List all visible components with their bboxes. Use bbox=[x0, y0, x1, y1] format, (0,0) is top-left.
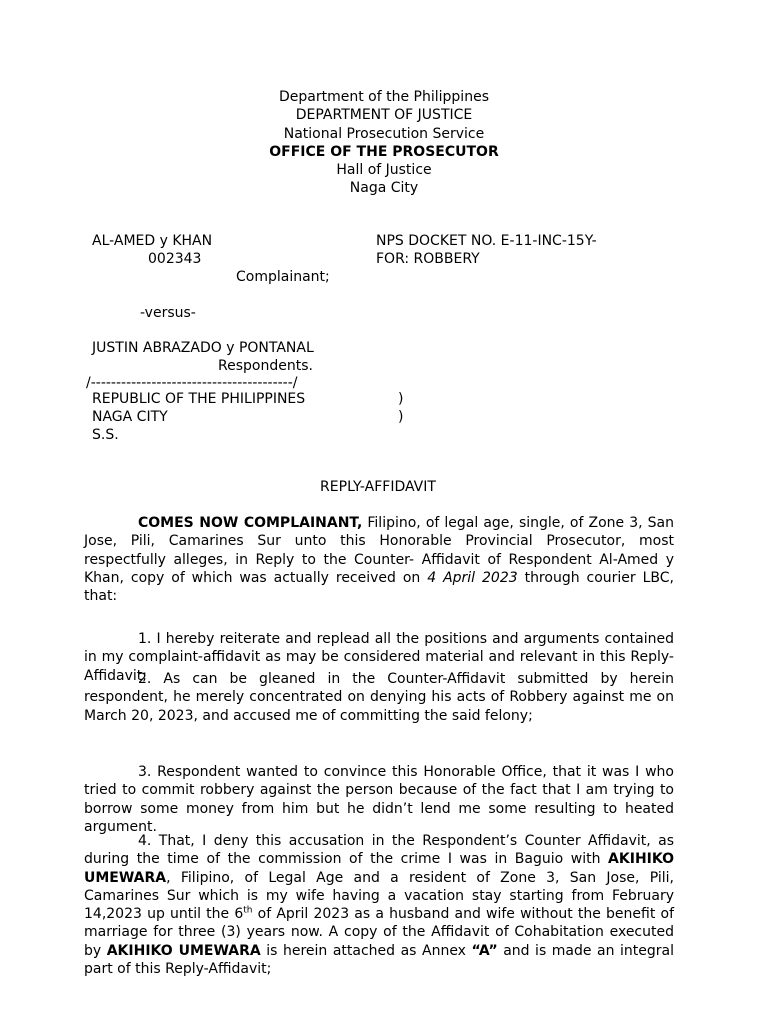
venue-republic: REPUBLIC OF THE PHILIPPINES bbox=[92, 391, 306, 407]
annex-label: “A” bbox=[471, 942, 498, 959]
venue-ss: S.S. bbox=[92, 427, 119, 443]
intro-lead: COMES NOW COMPLAINANT, bbox=[138, 515, 363, 531]
receipt-date: 4 April 2023 bbox=[427, 569, 518, 586]
complainant-label: Complainant; bbox=[236, 269, 330, 285]
header-doj: DEPARTMENT OF JUSTICE bbox=[295, 107, 473, 123]
intro-paragraph bbox=[84, 514, 674, 605]
intro-text: Filipino, of legal age, single, of Zone 3, San Jose, Pili, Camarines Sur unto this Honorable Provincial Prosecutor, most respectfully alleges, in Reply to the Counter- Affidavit of Respondent Al-Amed y Khan, copy of which was actually received on bbox=[84, 515, 674, 586]
paragraph-2-text: 2. As can be gleaned in the Counter-Affidavit submitted by herein respondent, he merely concentrated on denying his acts of Robbery against me on March 20, 2023, and accused me of committing the said felony; bbox=[84, 671, 674, 724]
paragraph-3 bbox=[84, 763, 674, 836]
complainant-number: 002343 bbox=[148, 251, 202, 267]
paragraph-4 bbox=[84, 832, 674, 978]
witness-name: AKIHIKO UMEWARA bbox=[84, 851, 674, 886]
paragraph-1-text: 1. I hereby reiterate and replead all the positions and arguments contained in my complaint-affidavit as may be considered material and relevant in this Reply-Affidavit; bbox=[84, 631, 674, 684]
charge: FOR: ROBBERY bbox=[376, 251, 480, 267]
para4-text: of April 2023 as a husband and wife without the benefit of marriage for three (3) years now. A copy of the Affidavit of Cohabitation executed by bbox=[84, 906, 675, 959]
para4-text: 4. That, I deny this accusation in the Respondent’s Counter Affidavit, as during the time of the commission of the crime I was in Baguio with bbox=[84, 833, 674, 868]
header-department: Department of the Philippines bbox=[279, 89, 489, 105]
respondent-label: Respondents. bbox=[218, 358, 313, 374]
para4-text: and is made an integral part of this Reply-Affidavit; bbox=[84, 942, 674, 978]
ordinal-suffix: th bbox=[243, 905, 253, 916]
versus-label: -versus- bbox=[140, 305, 196, 321]
para4-text: is herein attached as Annex bbox=[260, 942, 472, 959]
complainant-name: AL-AMED y KHAN bbox=[92, 233, 213, 249]
header-city: Naga City bbox=[349, 180, 419, 196]
docket-number: NPS DOCKET NO. E-11-INC-15Y- bbox=[376, 233, 597, 249]
paragraph-2 bbox=[84, 670, 674, 725]
para4-text: , Filipino, of Legal Age and a resident of Zone 3, San Jose, Pili, Camarines Sur which is my wife having a vacation stay starting from February 14,2023 up until the 6 bbox=[84, 869, 674, 923]
caption-separator: /----------------------------------------/ bbox=[86, 375, 298, 391]
header-office: OFFICE OF THE PROSECUTOR bbox=[269, 144, 499, 160]
respondent-name: JUSTIN ABRAZADO y PONTANAL bbox=[92, 340, 314, 356]
venue-paren: ) bbox=[398, 391, 404, 407]
paragraph-3-text: 3. Respondent wanted to convince this Honorable Office, that it was I who tried to commit robbery against the person because of the fact that I am trying to borrow some money from him but he didn’t lend me some resulting to heated argument. bbox=[84, 764, 674, 835]
venue-paren: ) bbox=[398, 409, 404, 425]
document-title: REPLY-AFFIDAVIT bbox=[320, 479, 436, 495]
header-hall: Hall of Justice bbox=[336, 162, 432, 178]
intro-text-end: through courier LBC, that: bbox=[84, 569, 674, 605]
venue-city: NAGA CITY bbox=[92, 409, 168, 425]
header-nps: National Prosecution Service bbox=[283, 126, 485, 142]
witness-name: AKIHIKO UMEWARA bbox=[106, 942, 261, 959]
